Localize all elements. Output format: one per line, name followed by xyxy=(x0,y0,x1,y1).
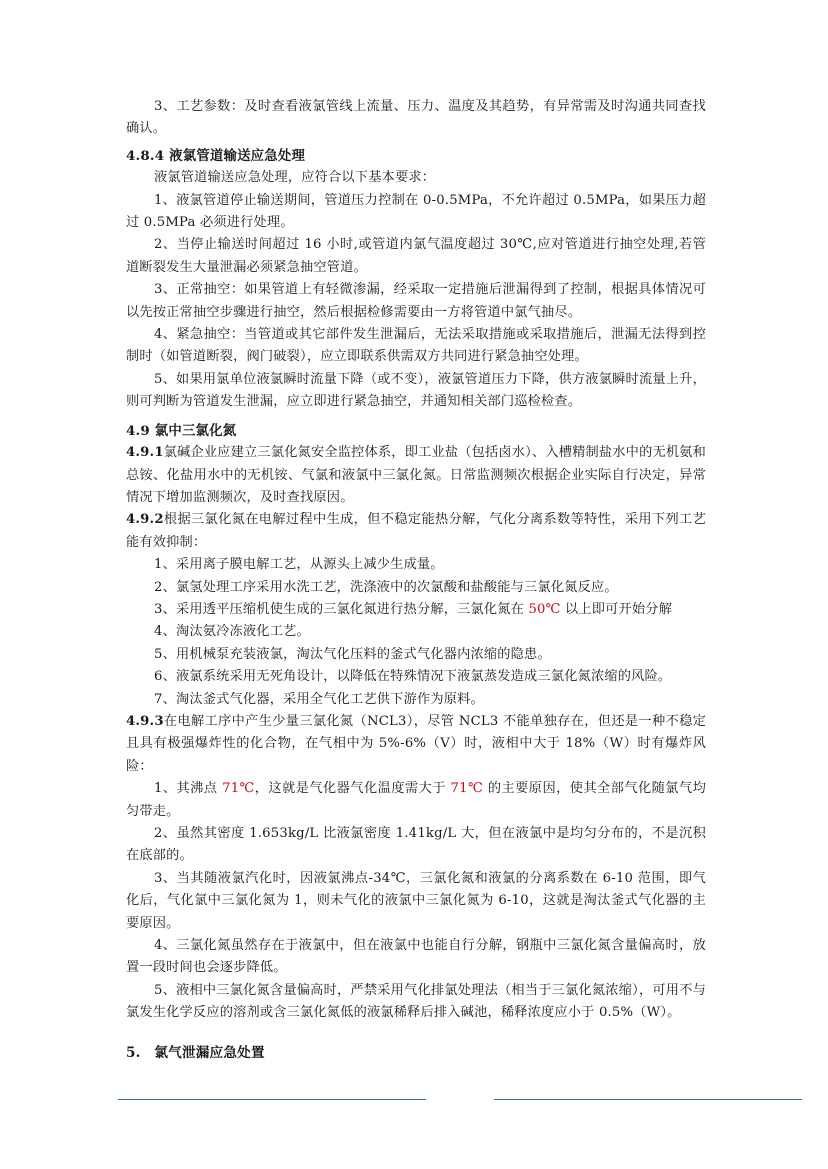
footer-rule-left xyxy=(118,1099,426,1100)
list-item: 2、氯氢处理工序采用水洗工艺，洗涤液中的次氯酸和盐酸能与三氯化氮反应。 xyxy=(154,579,618,595)
paragraph-4-8-4-intro: 液氯管道输送应急处理，应符合以下基本要求： xyxy=(154,170,436,186)
list-item xyxy=(126,599,706,621)
footer-rule-right xyxy=(494,1099,802,1100)
clause-text: 在电解工序中产生少量三氯化氮（NCL3），尽管 NCL3 不能单独存在，但还是一种不稳定且具有极强爆炸性的化合物，在气相中为 5%-6%（V）时，液相中大于 18%（W）时有爆炸风险： xyxy=(126,713,706,774)
heading-section-5: 5. 氯气泄漏应急处置 xyxy=(126,1045,265,1061)
clause-text: 氯碱企业应建立三氯化氮安全监控体系，即工业盐（包括卤水）、入槽精制盐水中的无机氨和总铵、化盐用水中的无机铵、气氯和液氯中三氯化氮。日常监测频次根据企业实际自行决定，异常情况下增加监测频次，及时查找原因。 xyxy=(126,445,707,505)
text-run: 3、采用透平压缩机使生成的三氯化氮进行热分解，三氯化氮在 xyxy=(154,601,529,617)
clause-text: 根据三氯化氮在电解过程中生成，但不稳定能热分解，气化分离系数等特性，采用下列工艺能有效抑制： xyxy=(126,512,706,550)
list-item: 5、如果用氯单位液氯瞬时流量下降（或不变），液氯管道压力下降，供方液氯瞬时流量上升，则可判断为管道发生泄漏，应立即进行紧急抽空，并通知相关部门巡检检查。 xyxy=(126,371,706,410)
list-item: 2、当停止输送时间超过 16 小时,或管道内氯气温度超过 30℃,应对管道进行抽空处理,若管道断裂发生大量泄漏必须紧急抽空管道。 xyxy=(126,237,706,275)
clause-number: 4.9.3 xyxy=(126,713,164,729)
list-item: 6、液氯系统采用无死角设计，以降低在特殊情况下液氯蒸发造成三氯化氮浓缩的风险。 xyxy=(154,669,672,685)
list-item: 7、淘汰釜式气化器，采用全气化工艺供下游作为原料。 xyxy=(154,691,484,707)
list-item: 4、紧急抽空：当管道或其它部件发生泄漏后，无法采取措施或采取措施后，泄漏无法得到控制时（如管道断裂，阀门破裂），应立即联系供需双方共同进行紧急抽空处理。 xyxy=(126,327,706,365)
paragraph-4-9-3 xyxy=(126,711,706,778)
text-run: 的主要原因，使其全部气化随氯气均匀带走。 xyxy=(126,781,706,819)
clause-number: 4.9.1 xyxy=(126,445,164,461)
highlight-temperature: 71℃ xyxy=(450,781,484,797)
heading-4-8-4: 4.8.4 液氯管道输送应急处理 xyxy=(126,147,306,164)
list-item: 5、用机械泵充装液氯，淘汰气化压料的釜式气化器内浓缩的隐患。 xyxy=(154,646,551,662)
list-item: 5、液相中三氯化氮含量偏高时，严禁采用气化排氯处理法（相当于三氯化氮浓缩），可用不与氯发生化学反应的溶剂或含三氯化氮低的液氯稀释后排入碱池，稀释浓度应小于 0.5%（W）。 xyxy=(126,982,706,1021)
paragraph-4-9-1 xyxy=(126,442,706,509)
list-item: 1、采用离子膜电解工艺，从源头上减少生成量。 xyxy=(154,557,444,573)
list-item xyxy=(126,778,706,823)
highlight-temperature: 71℃ xyxy=(222,781,255,797)
text-run: 以上即可开始分解 xyxy=(560,601,673,617)
list-item: 3、当其随液氯汽化时，因液氯沸点-34℃，三氯化氮和液氯的分离系数在 6-10 范围，即气化后，气化氯中三氯化氮为 1，则未气化的液氯中三氯化氮为 6-10，这就是淘汰釜式气化器的主要原因。 xyxy=(126,870,706,931)
list-item: 2、虽然其密度 1.653kg/L 比液氯密度 1.41kg/L 大，但在液氯中是均匀分布的，不是沉积在底部的。 xyxy=(126,826,706,864)
paragraph-process-params: 3、工艺参数：及时查看液氯管线上流量、压力、温度及其趋势，有异常需及时沟通共同查找确认。 xyxy=(126,99,706,137)
text-run: ，这就是气化器气化温度需大于 xyxy=(254,781,451,797)
paragraph-4-9-2 xyxy=(126,509,706,554)
text-run: 1、其沸点 xyxy=(154,781,223,797)
list-item: 4、淘汰氨冷冻液化工艺。 xyxy=(154,624,310,640)
list-item: 3、正常抽空：如果管道上有轻微渗漏，经采取一定措施后泄漏得到了控制，根据具体情况可以先按正常抽空步骤进行抽空，然后根据检修需要由一方将管道中氯气抽尽。 xyxy=(126,282,706,320)
clause-number: 4.9.2 xyxy=(126,512,164,528)
highlight-temperature: 50℃ xyxy=(528,601,561,617)
list-item: 4、三氯化氮虽然存在于液氯中，但在液氯中也能自行分解，钢瓶中三氯化氮含量偏高时，放置一段时间也会逐步降低。 xyxy=(126,938,706,976)
list-item: 1、液氯管道停止输送期间，管道压力控制在 0-0.5MPa，不允许超过 0.5MPa，如果压力超过 0.5MPa 必须进行处理。 xyxy=(126,192,706,231)
heading-4-9: 4.9 氯中三氯化氮 xyxy=(126,422,237,439)
document-body xyxy=(126,96,706,1025)
